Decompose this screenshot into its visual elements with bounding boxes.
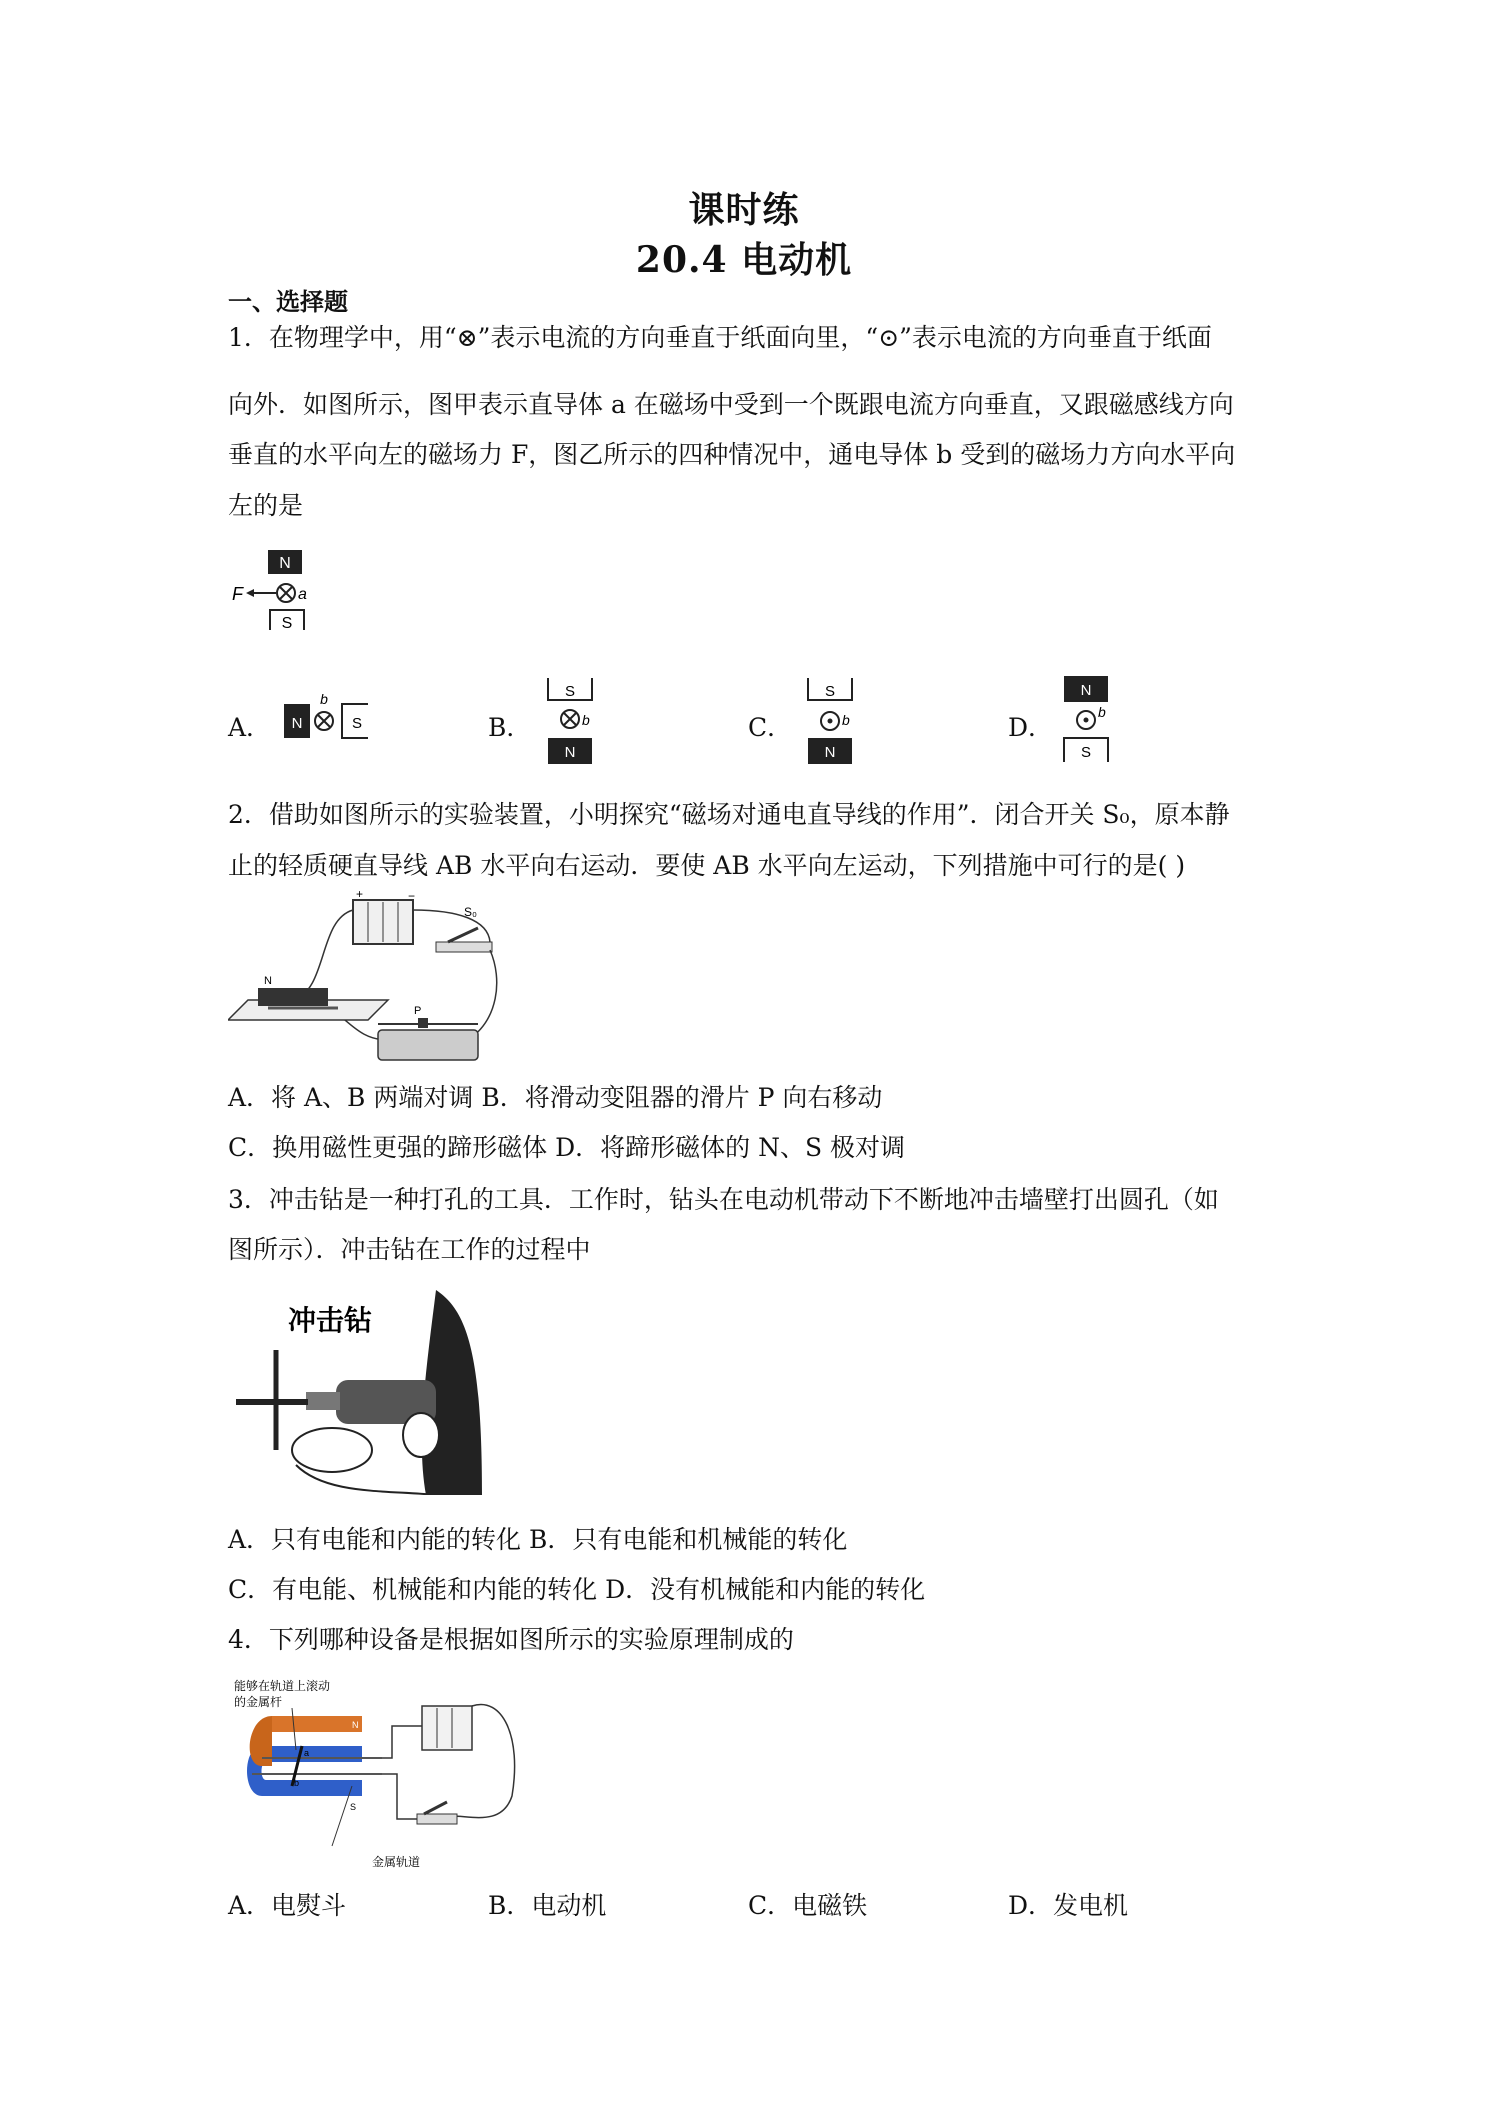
q1-option-d[interactable]: D． [1008,713,1054,742]
battery-icon [422,1706,472,1750]
q1-line-1: 1．在物理学中，用“⊗”表示电流的方向垂直于纸面向里，“⊙”表示电流的方向垂直于纸面 [228,323,1212,352]
q1-figure-d [1058,674,1138,766]
svg-text:a: a [304,1748,310,1758]
rail-label: 金属轨道 [372,1855,421,1869]
q2-apparatus-figure [228,890,518,1070]
svg-text:b: b [1098,704,1106,720]
q1-line-2: 向外．如图所示，图甲表示直导体 a 在磁场中受到一个既跟电流方向垂直，又跟磁感线方向 [228,390,1234,419]
svg-text:S: S [350,1802,357,1812]
horseshoe-magnet-icon [258,988,328,1006]
q1-option-c[interactable]: C． [748,713,793,742]
q3-drill-figure [236,1290,482,1495]
section-heading: 一、选择题 [228,287,348,316]
svg-text:−: − [408,890,416,903]
svg-text:b: b [320,691,328,707]
q1-line-4: 左的是 [228,491,304,520]
svg-text:N: N [564,744,576,761]
svg-text:N: N [1080,682,1092,699]
q4-option-a[interactable]: A．电熨斗 [228,1891,347,1920]
switch-icon [436,942,492,952]
q3-options-ab[interactable]: A．只有电能和内能的转化 B．只有电能和机械能的转化 [228,1525,848,1554]
rheostat-icon [378,1030,478,1060]
q2-options-ab[interactable]: A．将 A、B 两端对调 B．将滑动变阻器的滑片 P 向右移动 [228,1083,883,1112]
magnet-s-label: S [281,615,293,632]
rod-label-1: 能够在轨道上滚动 [234,1679,331,1693]
svg-text:P: P [414,1005,422,1017]
page-subtitle: 20.4 电动机 [635,239,853,281]
svg-text:S: S [824,683,836,700]
q4-option-b[interactable]: B．电动机 [488,1891,607,1920]
svg-text:N: N [352,1720,359,1730]
magnet-n-label: N [279,555,291,572]
q1-figure-a [280,690,370,752]
q4-rail-figure [232,1676,532,1876]
svg-text:N: N [824,744,836,761]
q1-figure-c [800,676,880,768]
q4-line-1: 4．下列哪种设备是根据如图所示的实验原理制成的 [228,1625,794,1654]
q1-option-b[interactable]: B． [488,713,532,742]
svg-text:S: S [351,715,363,732]
q4-option-d[interactable]: D．发电机 [1008,1891,1129,1920]
svg-text:S: S [564,683,576,700]
q3-line-2: 图所示）．冲击钻在工作的过程中 [228,1235,591,1264]
svg-text:N: N [264,975,272,987]
svg-text:b: b [842,712,850,728]
conductor-a-label: a [298,586,307,603]
q2-line-1: 2．借助如图所示的实验装置，小明探究“磁场对通电直导线的作用”．闭合开关 S₀，原本静 [228,800,1230,829]
q1-line-3: 垂直的水平向左的磁场力 F，图乙所示的四种情况中，通电导体 b 受到的磁场力方向水平向 [228,440,1236,469]
q3-options-cd[interactable]: C．有电能、机械能和内能的转化 D．没有机械能和内能的转化 [228,1575,926,1604]
svg-text:+: + [356,890,364,901]
q1-figure-b [540,676,620,768]
switch-icon [417,1814,457,1824]
force-f-label: F [232,584,243,604]
rod-label-2: 的金属杆 [234,1695,283,1709]
q1-option-a[interactable]: A． [228,713,272,742]
q3-line-1: 3．冲击钻是一种打孔的工具．工作时，钻头在电动机带动下不断地冲击墙壁打出圆孔（如 [228,1185,1219,1214]
q2-options-cd[interactable]: C．换用磁性更强的蹄形磁体 D．将蹄形磁体的 N、S 极对调 [228,1133,906,1162]
q4-option-c[interactable]: C．电磁铁 [748,1891,868,1920]
svg-text:N: N [291,715,303,732]
drill-label: 冲击钻 [288,1305,373,1336]
svg-text:b: b [294,1778,300,1788]
svg-text:b: b [582,712,590,728]
svg-text:S₀: S₀ [464,905,477,919]
svg-text:S: S [1080,744,1092,761]
q1-figure-jia [230,548,320,638]
q2-line-2: 止的轻质硬直导线 AB 水平向右运动．要使 AB 水平向左运动，下列措施中可行的是( ) [228,851,1186,880]
page-title: 课时练 [688,189,800,231]
